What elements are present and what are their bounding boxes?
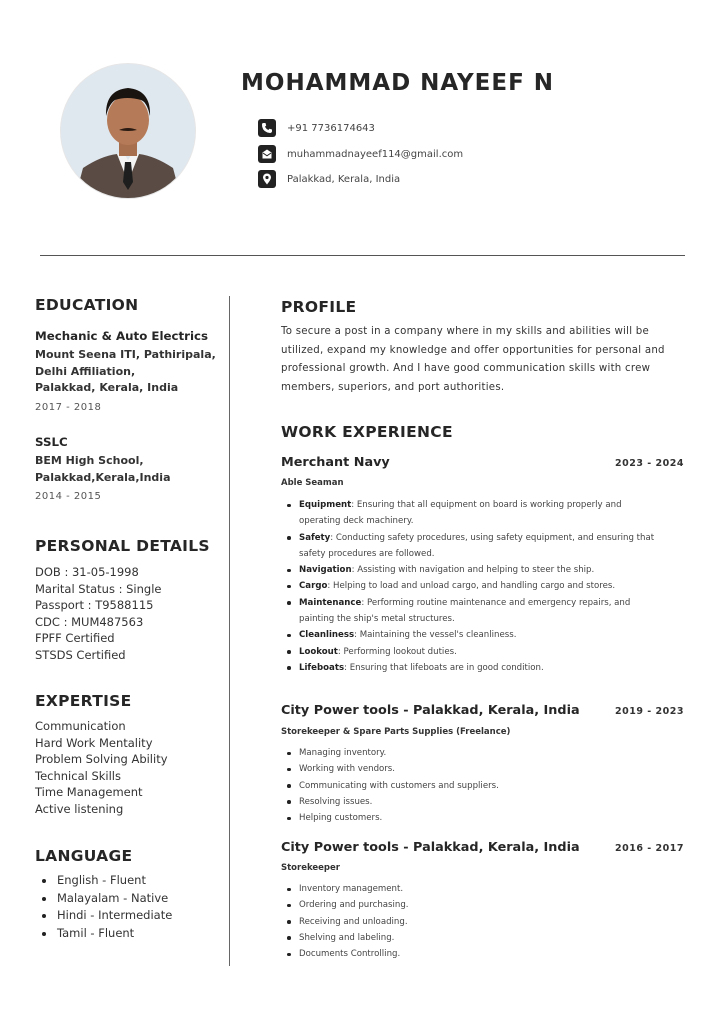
candidate-name: MOHAMMAD NAYEEF N [241, 70, 555, 96]
duty-item: Working with vendors. [282, 761, 659, 777]
job-duties-list [282, 745, 659, 826]
education-title: EDUCATION [35, 296, 139, 314]
expertise-title: EXPERTISE [35, 692, 132, 710]
job-years: 2019 - 2023 [615, 706, 684, 717]
personal-details-title: PERSONAL DETAILS [35, 537, 210, 555]
duty-item: Communicating with customers and suppliers. [282, 778, 659, 794]
duty-label: Cleanliness [299, 630, 355, 641]
language-title: LANGUAGE [35, 847, 133, 865]
job-duties-list [282, 497, 659, 676]
education-institution-line: Mount Seena ITI, Pathiripala, [35, 348, 216, 361]
duty-item [282, 562, 659, 578]
language-list [35, 872, 221, 942]
job-role: Storekeeper [281, 863, 340, 873]
education-years: 2017 - 2018 [35, 401, 102, 413]
location-pin-icon [258, 170, 276, 188]
duty-text: : Performing routine maintenance and emergency repairs, and painting the ship's metal structures. [299, 597, 631, 625]
education-institution-line: Palakkad,Kerala,India [35, 470, 171, 484]
contact-phone [258, 119, 375, 137]
header-divider [40, 255, 685, 256]
expertise-item: Time Management [35, 785, 143, 799]
education-item [35, 329, 221, 413]
duty-item [282, 497, 659, 530]
duty-item [282, 644, 659, 660]
duty-item [282, 595, 659, 628]
profile-text: To secure a post in a company where in my skills and abilities will be utilized, expand my knowledge and offer opportunities for personal and professional growth. And I have good communication skills with crew members, superiors, and port authorities. [281, 326, 665, 393]
email-text: muhammadnayeef114@gmail.com [287, 148, 464, 160]
duty-item: Receiving and unloading. [282, 914, 659, 930]
education-institution-line: Delhi Affiliation, [35, 364, 136, 378]
duty-label: Cargo [299, 581, 328, 592]
profile-title: PROFILE [281, 298, 357, 316]
expertise-item: Active listening [35, 801, 124, 816]
job-title: City Power tools - Palakkad, Kerala, India [281, 703, 580, 718]
personal-detail-item: FPFF Certified [35, 631, 115, 645]
personal-detail-item: STSDS Certified [35, 647, 126, 662]
duty-text: : Ensuring that all equipment on board is working properly and operating deck machinery. [299, 500, 622, 527]
education-item [35, 435, 221, 502]
contact-location [258, 170, 400, 188]
duty-text: : Performing lookout duties. [337, 646, 457, 657]
duty-label: Navigation [299, 565, 352, 576]
job-duties-list [282, 881, 659, 962]
job-years: 2023 - 2024 [615, 458, 684, 469]
personal-details-list [35, 564, 221, 663]
duty-item: Resolving issues. [282, 794, 659, 810]
duty-item [282, 660, 659, 676]
duty-label: Safety [299, 532, 331, 543]
email-icon [258, 145, 276, 163]
duty-label: Maintenance [299, 597, 362, 608]
duty-item [282, 627, 659, 643]
personal-detail-item: DOB : 31-05-1998 [35, 565, 139, 579]
language-item: Malayalam - Native [35, 890, 221, 908]
job-title: City Power tools - Palakkad, Kerala, India [281, 840, 580, 855]
education-institution-line: BEM High School, [35, 454, 144, 467]
duty-item [282, 578, 659, 594]
job-role: Able Seaman [281, 478, 344, 488]
phone-text: +91 7736174643 [287, 122, 375, 134]
duty-text: : Maintaining the vessel's cleanliness. [354, 630, 517, 641]
expertise-item: Technical Skills [35, 768, 121, 783]
expertise-item: Hard Work Mentality [35, 735, 153, 750]
language-item: Tamil - Fluent [35, 925, 221, 943]
expertise-item: Problem Solving Ability [35, 752, 168, 766]
expertise-item: Communication [35, 719, 126, 733]
contact-email [258, 145, 463, 163]
location-text: Palakkad, Kerala, India [287, 173, 401, 185]
duty-text: : Assisting with navigation and helping to steer the ship. [351, 565, 595, 576]
phone-icon [258, 119, 276, 137]
expertise-list [35, 718, 221, 817]
duty-text: : Conducting safety procedures, using safety equipment, and ensuring that safety procedures are followed. [299, 532, 655, 559]
education-degree: SSLC [35, 435, 68, 449]
job-role: Storekeeper & Spare Parts Supplies (Freelance) [281, 727, 511, 737]
duty-label: Equipment [299, 500, 352, 510]
duty-label: Lookout [299, 646, 338, 657]
personal-detail-item: CDC : MUM487563 [35, 614, 144, 629]
language-item: Hindi - Intermediate [35, 907, 221, 925]
duty-item: Inventory management. [282, 881, 659, 897]
duty-item: Ordering and purchasing. [282, 897, 659, 913]
work-experience-title: WORK EXPERIENCE [281, 423, 453, 441]
duty-label: Lifeboats [299, 662, 345, 673]
job-title: Merchant Navy [281, 455, 390, 470]
language-item: English - Fluent [35, 872, 221, 890]
duty-item: Managing inventory. [282, 745, 659, 761]
duty-item: Documents Controlling. [282, 946, 659, 962]
education-degree: Mechanic & Auto Electrics [35, 329, 209, 343]
duty-item [282, 530, 659, 563]
education-institution-line: Palakkad, Kerala, India [35, 381, 179, 394]
profile-photo [61, 64, 195, 198]
duty-item: Shelving and labeling. [282, 930, 659, 946]
personal-detail-item: Passport : T9588115 [35, 598, 154, 612]
duty-item: Helping customers. [282, 810, 659, 826]
education-years: 2014 - 2015 [35, 491, 102, 502]
job-years: 2016 - 2017 [615, 843, 684, 854]
column-divider [229, 296, 230, 966]
personal-detail-item: Marital Status : Single [35, 581, 162, 596]
duty-text: : Helping to load and unload cargo, and handling cargo and stores. [327, 581, 616, 592]
duty-text: : Ensuring that lifeboats are in good condition. [344, 662, 544, 673]
